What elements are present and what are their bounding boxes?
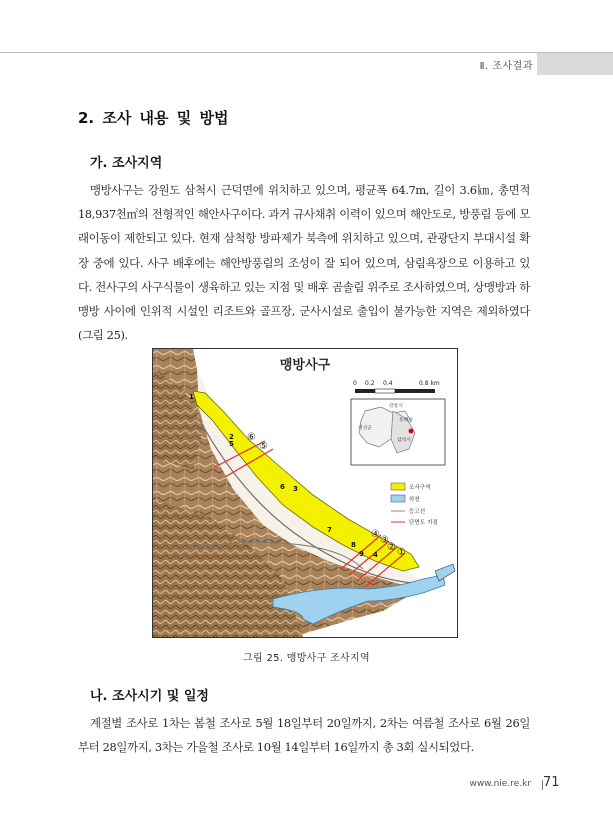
site-number: 2	[229, 433, 234, 441]
transect-number: ③	[380, 535, 389, 546]
transect-number: ⑤	[259, 441, 268, 452]
scale-label: 0.4	[383, 380, 393, 387]
site-number: 8	[351, 541, 356, 549]
chapter-tab	[537, 53, 613, 75]
legend-label: 하천	[409, 497, 420, 503]
inset-label: 정선군	[358, 426, 372, 431]
inset-label: 동해시	[399, 418, 413, 423]
legend-label: 등고선	[409, 509, 426, 515]
legend-swatch	[391, 495, 405, 502]
site-number: 4	[373, 551, 378, 559]
scale-label: 0.2	[365, 380, 375, 387]
map-legend	[389, 481, 455, 531]
page-number: 71	[543, 775, 560, 790]
site-number: 1	[189, 393, 194, 401]
transect-number: ①	[397, 547, 406, 558]
legend-swatch	[391, 483, 405, 490]
site-map-figure	[152, 348, 458, 638]
transect-number: ②	[387, 542, 396, 553]
site-number: 7	[327, 526, 332, 534]
footer-url-text: www.nie.re.kr	[469, 779, 531, 789]
site-number: 6	[280, 483, 285, 491]
subsection-a-title: 가. 조사지역	[90, 156, 163, 171]
locator-inset	[351, 399, 445, 465]
scale-label: 0	[353, 380, 357, 387]
section-title: 2. 조사 내용 및 방법	[78, 109, 229, 127]
inset-label: 강릉시	[389, 404, 403, 409]
subsection-a-body: 맹방사구는 강원도 삼척시 근덕면에 위치하고 있으며, 평균폭 64.7m, 길이 3.6㎞, 총면적 18,937천㎡의 전형적인 해안사구이다. 과거 규사채취 이력이 있으며 해안도로, 방풍림 등에 모래이동이 제한되고 있다. 현재 삼척항 방파제가 북측에 위치하고 있으며, 관광단지 부대시설 확장 중에 있다. 사구 배후에는 해안방풍림의 조성이 잘 되어 있으며, 삼림욕장으로 이용하고 있다. 전사구의 사구식물이 생육하고 있는 지점 및 배후 곰솔림 위주로 조사하였으며, 상맹방과 하맹방 사이에 인위적 시설인 리조트와 골프장, 군사시설로 출입이 불가능한 지역은 제외하였다(그림 25).	[78, 183, 530, 343]
scale-label: 0.8 km	[419, 380, 440, 387]
legend-label: 단면도 지점	[409, 520, 438, 526]
chapter-label: Ⅱ. 조사결과	[479, 61, 533, 72]
transect-number: ④	[371, 529, 380, 540]
header-rule	[0, 52, 613, 53]
subsection-b-title: 나. 조사시기 및 일정	[90, 689, 209, 704]
map-title: 맹방사구	[279, 358, 331, 373]
inset-label: 삼척시	[397, 438, 411, 443]
site-number: 9	[359, 550, 364, 558]
site-number: 3	[293, 485, 298, 493]
site-number: 5	[229, 440, 234, 448]
transect-number: ⑥	[247, 432, 256, 443]
site-map	[153, 349, 457, 637]
footer-url	[469, 779, 531, 789]
figure-caption: 그림 25. 맹방사구 조사지역	[243, 653, 370, 664]
subsection-b-body: 계절별 조사로 1차는 봄철 조사로 5월 18일부터 20일까지, 2차는 여름철 조사로 6월 26일부터 28일까지, 3차는 가을철 조사로 10월 14일부터 16일까지 총 3회 실시되었다.	[78, 716, 530, 755]
legend-label: 조사구역	[409, 485, 431, 491]
